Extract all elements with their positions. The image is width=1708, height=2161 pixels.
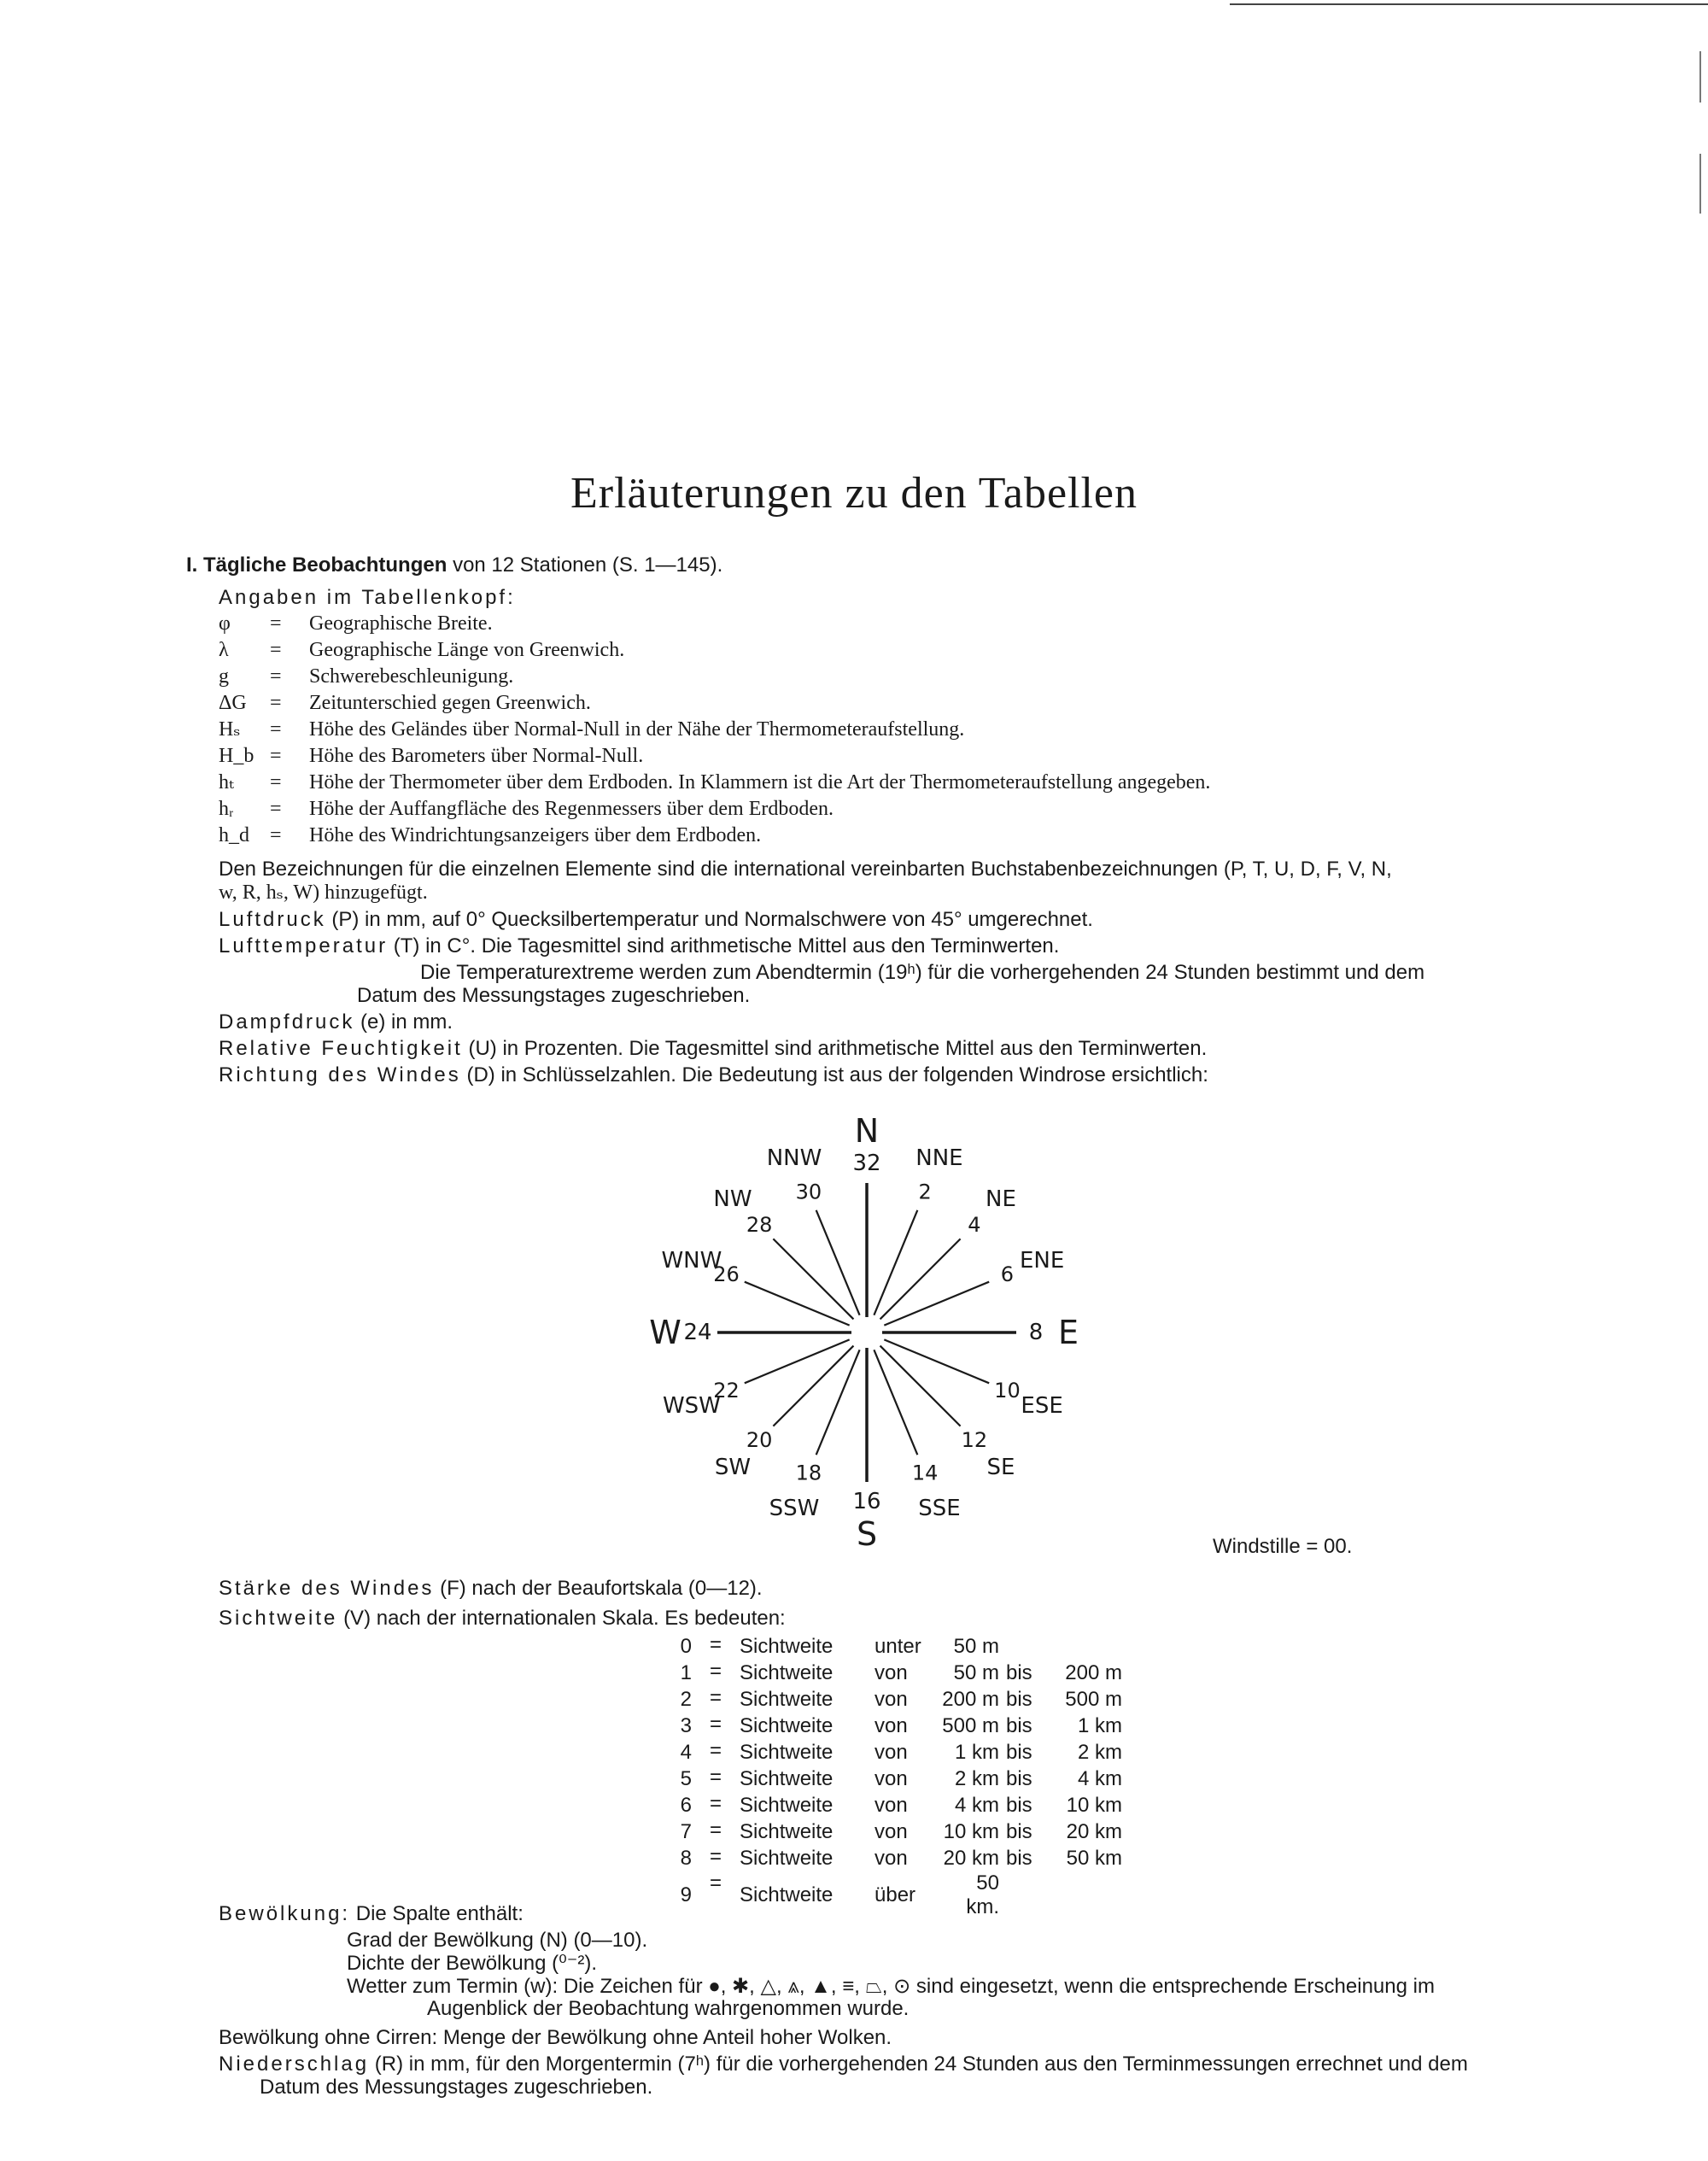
dampf-line	[219, 1009, 453, 1035]
visibility-cell-to: 20 km	[1066, 1819, 1122, 1843]
header-item-description: Geographische Breite.	[309, 612, 493, 635]
visibility-row	[666, 1739, 1129, 1766]
header-item-equals: =	[270, 639, 282, 661]
sicht-line	[219, 1605, 786, 1631]
visibility-cell-code: 1	[680, 1660, 692, 1684]
header-item-description: Geographische Länge von Greenwich.	[309, 639, 625, 661]
visibility-cell-from: 50 km.	[966, 1871, 999, 1918]
visibility-cell-word: Sichtweite	[740, 1687, 834, 1711]
visibility-cell-word: Sichtweite	[740, 1766, 834, 1790]
niederschlag-label: Niederschlag	[219, 2053, 370, 2076]
visibility-cell-code: 6	[680, 1793, 692, 1817]
section-number: I.	[186, 553, 198, 577]
visibility-row	[666, 1871, 1129, 1919]
visibility-cell-eq: =	[709, 1686, 722, 1709]
visibility-row	[666, 1660, 1129, 1686]
wind-ray-ene	[884, 1282, 989, 1326]
wind-direction-se: SE	[986, 1454, 1015, 1480]
staerke-label: Stärke des Windes	[219, 1577, 435, 1600]
visibility-cell-prep: unter	[874, 1634, 921, 1658]
visibility-cell-code: 2	[680, 1687, 692, 1711]
staerke-line	[219, 1575, 763, 1602]
wind-code-ese: 10	[994, 1379, 1021, 1403]
visibility-cell-eq: =	[709, 1845, 722, 1868]
wind-text: (D) in Schlüsselzahlen. Die Bedeutung ist aus der folgenden Windrose ersichtlich:	[466, 1063, 1208, 1086]
bewoelkung-dichte: Dichte der Bewölkung (⁰⁻²).	[347, 1952, 598, 1975]
visibility-row	[666, 1766, 1129, 1792]
visibility-cell-to: 4 km	[1077, 1766, 1122, 1790]
visibility-cell-code: 5	[680, 1766, 692, 1790]
header-item-description: Höhe des Windrichtungsanzeigers über dem Erdboden.	[309, 824, 762, 846]
wind-code-w: 24	[683, 1320, 712, 1345]
header-item-equals: =	[270, 798, 282, 820]
feucht-label: Relative Feuchtigkeit	[219, 1037, 463, 1060]
header-item-equals: =	[270, 612, 282, 635]
visibility-row	[666, 1633, 1129, 1660]
header-items-list	[219, 611, 1210, 849]
header-item-description: Höhe der Auffangfläche des Regenmessers über dem Erdboden.	[309, 798, 834, 820]
visibility-cell-prep: über	[874, 1883, 916, 1906]
visibility-cell-word: Sichtweite	[740, 1740, 834, 1764]
wind-label: Richtung des Windes	[219, 1063, 461, 1086]
luftdruck-text: (P) in mm, auf 0° Quecksilbertemperatur und Normalschwere von 45° umgerechnet.	[331, 908, 1093, 931]
header-item	[219, 664, 1210, 690]
header-item-equals: =	[270, 718, 282, 741]
wind-ray-se	[880, 1346, 961, 1426]
wind-direction-ese: ESE	[1021, 1392, 1063, 1419]
visibility-cell-word: Sichtweite	[740, 1793, 834, 1817]
visibility-cell-from: 50 m	[953, 1660, 999, 1684]
bezeichnungen-line-1: Den Bezeichnungen für die einzelnen Elemente sind die international vereinbarten Buchstabenbezeichnungen (P, T, U, D, F, V, N,	[219, 858, 1392, 881]
visibility-cell-eq: =	[709, 1792, 722, 1815]
visibility-cell-from: 200 m	[942, 1687, 999, 1711]
wind-direction-ssw: SSW	[769, 1496, 820, 1522]
visibility-cell-code: 0	[680, 1634, 692, 1658]
header-item	[219, 690, 1210, 717]
visibility-cell-to: 200 m	[1065, 1660, 1122, 1684]
wind-direction-w: W	[649, 1314, 681, 1351]
wind-ray-ne	[880, 1239, 961, 1319]
header-item	[219, 796, 1210, 823]
header-item-equals: =	[270, 771, 282, 794]
header-item-equals: =	[270, 745, 282, 767]
wind-direction-n: N	[854, 1112, 880, 1150]
luftdruck-label: Luftdruck	[219, 908, 326, 931]
visibility-cell-from: 20 km	[943, 1846, 999, 1870]
visibility-cell-eq: =	[709, 1660, 722, 1683]
wind-ray-wnw	[745, 1282, 850, 1326]
bewoelkung-text: Die Spalte enthält:	[355, 1902, 524, 1925]
sicht-label: Sichtweite	[219, 1607, 338, 1630]
visibility-cell-word: Sichtweite	[740, 1634, 834, 1658]
wetter-line-1: Wetter zum Termin (w): Die Zeichen für ●, ✱, △, ⩓, ▲, ≡, ⏢, ⊙ sind eingesetzt, wenn die entsprechende Erscheinung im	[347, 1975, 1435, 1998]
bewoelkung-grad: Grad der Bewölkung (N) (0—10).	[347, 1929, 648, 1952]
visibility-cell-code: 8	[680, 1846, 692, 1870]
bewoelkung-line	[219, 1900, 524, 1927]
visibility-cell-bis	[1006, 1633, 1052, 1660]
wind-direction-nw: NW	[713, 1186, 752, 1213]
wind-code-nnw: 30	[795, 1180, 822, 1204]
header-item	[219, 770, 1210, 796]
right-edge-mark	[1699, 154, 1701, 214]
visibility-cell-eq: =	[709, 1633, 722, 1656]
visibility-cell-eq: =	[709, 1739, 722, 1762]
visibility-cell-bis: bis	[1006, 1660, 1032, 1684]
visibility-cell-code: 7	[680, 1819, 692, 1843]
header-item	[219, 611, 1210, 637]
wind-direction-s: S	[856, 1515, 878, 1553]
lufttemp-line	[219, 933, 1059, 959]
visibility-cell-prep: von	[874, 1793, 908, 1817]
visibility-cell-from: 4 km	[954, 1793, 999, 1817]
wind-direction-ene: ENE	[1019, 1248, 1065, 1274]
header-item-symbol: g	[219, 665, 229, 688]
visibility-cell-to	[1052, 1871, 1129, 1919]
wind-code-ne: 4	[968, 1213, 981, 1238]
wind-direction-e: E	[1057, 1314, 1079, 1351]
wind-ray-sse	[874, 1350, 917, 1455]
wind-ray-nw	[773, 1239, 853, 1319]
header-item-description: Höhe der Thermometer über dem Erdboden. In Klammern ist die Art der Thermometeraufstellung angegeben.	[309, 771, 1211, 794]
visibility-cell-eq: =	[709, 1818, 722, 1842]
header-item	[219, 637, 1210, 664]
wind-ray-ssw	[816, 1350, 860, 1455]
visibility-cell-eq: =	[709, 1766, 722, 1789]
header-item-equals: =	[270, 665, 282, 688]
wind-direction-wnw: WNW	[661, 1248, 722, 1274]
tabellenkopf-label: Angaben im Tabellenkopf:	[219, 586, 516, 609]
wind-code-e: 8	[1028, 1320, 1044, 1345]
visibility-row	[666, 1792, 1129, 1818]
wind-direction-ne: NE	[986, 1186, 1016, 1213]
header-item-description: Höhe des Barometers über Normal-Null.	[309, 745, 644, 767]
wetter-line-2: Augenblick der Beobachtung wahrgenommen wurde.	[427, 1997, 910, 2020]
visibility-cell-bis: bis	[1006, 1687, 1032, 1711]
visibility-cell-code: 3	[680, 1713, 692, 1737]
visibility-cell-prep: von	[874, 1846, 908, 1870]
wind-code-sw: 20	[746, 1427, 773, 1452]
header-item-symbol: φ	[219, 612, 231, 635]
visibility-cell-bis: bis	[1006, 1713, 1032, 1737]
bezeichnungen-line-2: w, R, hₛ, W) hinzugefügt.	[219, 881, 428, 904]
visibility-cell-eq: =	[709, 1713, 722, 1736]
header-item-symbol: h_d	[219, 824, 249, 846]
visibility-cell-to: 10 km	[1066, 1793, 1122, 1817]
section-heading	[186, 552, 722, 578]
wind-direction-nnw: NNW	[766, 1145, 822, 1171]
visibility-cell-to: 2 km	[1077, 1740, 1122, 1764]
niederschlag-line-2: Datum des Messungstages zugeschrieben.	[260, 2076, 653, 2099]
visibility-cell-to	[1052, 1633, 1129, 1660]
section-heading-bold: Tägliche Beobachtungen	[203, 553, 447, 577]
wind-direction-sw: SW	[714, 1454, 752, 1480]
wind-code-ene: 6	[1000, 1262, 1015, 1286]
header-item-description: Zeitunterschied gegen Greenwich.	[309, 692, 591, 714]
page-title: Erläuterungen zu den Tabellen	[570, 469, 1138, 518]
header-item-equals: =	[270, 824, 282, 846]
visibility-cell-bis: bis	[1006, 1793, 1032, 1817]
visibility-cell-from: 10 km	[943, 1819, 999, 1843]
visibility-cell-prep: von	[874, 1687, 908, 1711]
visibility-cell-from: 1 km	[954, 1740, 999, 1764]
cirren-text: Menge der Bewölkung ohne Anteil hoher Wolken.	[442, 2026, 892, 2049]
visibility-cell-word: Sichtweite	[740, 1846, 834, 1870]
visibility-cell-code: 9	[680, 1883, 692, 1906]
wind-code-s: 16	[852, 1489, 881, 1514]
visibility-row	[666, 1686, 1129, 1713]
visibility-table	[666, 1633, 1129, 1919]
lufttemp-label: Lufttemperatur	[219, 934, 389, 958]
visibility-cell-from: 500 m	[942, 1713, 999, 1737]
visibility-cell-bis: bis	[1006, 1766, 1032, 1790]
header-item	[219, 717, 1210, 743]
cirren-label: Bewölkung ohne Cirren:	[219, 2026, 438, 2049]
wind-code-wsw: 22	[713, 1379, 740, 1403]
sicht-text: (V) nach der internationalen Skala. Es bedeuten:	[343, 1607, 786, 1630]
visibility-cell-from: 2 km	[954, 1766, 999, 1790]
wind-ray-nnw	[816, 1210, 860, 1315]
wind-line	[219, 1062, 1208, 1088]
visibility-cell-to: 50 km	[1066, 1846, 1122, 1870]
header-item-symbol: hₜ	[219, 771, 234, 794]
dampf-label: Dampfdruck	[219, 1010, 355, 1034]
header-item-symbol: H_b	[219, 745, 254, 767]
header-item	[219, 823, 1210, 849]
visibility-cell-prep: von	[874, 1740, 908, 1764]
section-heading-rest: von 12 Stationen (S. 1—145).	[453, 553, 723, 577]
feucht-line	[219, 1035, 1207, 1062]
wind-code-se: 12	[961, 1427, 988, 1452]
header-item-symbol: Hₛ	[219, 718, 241, 741]
header-item-symbol: λ	[219, 639, 229, 661]
wind-direction-wsw: WSW	[662, 1392, 721, 1419]
visibility-cell-bis: bis	[1006, 1819, 1032, 1843]
visibility-row	[666, 1845, 1129, 1871]
visibility-cell-bis: bis	[1006, 1740, 1032, 1764]
visibility-row	[666, 1713, 1129, 1739]
visibility-cell-word: Sichtweite	[740, 1713, 834, 1737]
visibility-cell-bis: bis	[1006, 1846, 1032, 1870]
visibility-cell-from: 50 m	[953, 1634, 999, 1658]
wind-ray-nne	[874, 1210, 917, 1315]
header-item	[219, 743, 1210, 770]
luftdruck-line	[219, 906, 1093, 933]
visibility-cell-to: 1 km	[1077, 1713, 1122, 1737]
visibility-cell-prep: von	[874, 1819, 908, 1843]
wind-code-nne: 2	[918, 1180, 932, 1204]
visibility-cell-to: 500 m	[1065, 1687, 1122, 1711]
wind-direction-nne: NNE	[915, 1145, 963, 1171]
extreme-line-1: Die Temperaturextreme werden zum Abendtermin (19ʰ) für die vorhergehenden 24 Stunden bestimmt und dem	[420, 961, 1425, 984]
wind-code-nw: 28	[746, 1213, 773, 1238]
wind-direction-sse: SSE	[918, 1496, 961, 1522]
header-item-description: Höhe des Geländes über Normal-Null in der Nähe der Thermometeraufstellung.	[309, 718, 965, 741]
visibility-cell-eq: =	[709, 1871, 722, 1895]
wind-ray-wsw	[745, 1339, 850, 1383]
lufttemp-text: (T) in C°. Die Tagesmittel sind arithmetische Mittel aus den Terminwerten.	[393, 934, 1060, 958]
wind-code-sse: 14	[911, 1461, 939, 1485]
visibility-cell-word: Sichtweite	[740, 1660, 834, 1684]
staerke-text: (F) nach der Beaufortskala (0—12).	[440, 1577, 763, 1600]
right-edge-mark	[1699, 51, 1701, 102]
wind-rose-diagram	[598, 1102, 1144, 1555]
wind-ray-sw	[773, 1346, 853, 1426]
bewoelkung-label: Bewölkung:	[219, 1902, 351, 1925]
dampf-text: (e) in mm.	[360, 1010, 453, 1034]
wind-ray-ese	[884, 1339, 989, 1383]
feucht-text: (U) in Prozenten. Die Tagesmittel sind arithmetische Mittel aus den Terminwerten.	[468, 1037, 1208, 1060]
visibility-cell-code: 4	[680, 1740, 692, 1764]
visibility-cell-prep: von	[874, 1713, 908, 1737]
visibility-cell-prep: von	[874, 1766, 908, 1790]
extreme-line-2: Datum des Messungstages zugeschrieben.	[357, 984, 751, 1007]
wind-code-wnw: 26	[713, 1262, 740, 1286]
header-item-equals: =	[270, 692, 282, 714]
visibility-cell-word: Sichtweite	[740, 1819, 834, 1843]
visibility-cell-prep: von	[874, 1660, 908, 1684]
top-edge-rule	[1230, 3, 1708, 5]
visibility-row	[666, 1818, 1129, 1845]
cirren-line	[219, 2024, 892, 2051]
niederschlag-text: (R) in mm, für den Morgentermin (7ʰ) für die vorhergehenden 24 Stunden aus den Terminmessungen errechnet und dem	[374, 2053, 1468, 2076]
visibility-cell-bis	[1006, 1871, 1052, 1919]
windstille-note: Windstille = 00.	[1213, 1535, 1353, 1558]
header-item-symbol: hᵣ	[219, 798, 234, 820]
wind-code-n: 32	[852, 1151, 881, 1176]
wind-code-ssw: 18	[795, 1461, 822, 1485]
header-item-description: Schwerebeschleunigung.	[309, 665, 514, 688]
header-item-symbol: ΔG	[219, 692, 247, 714]
visibility-cell-word: Sichtweite	[740, 1883, 834, 1906]
